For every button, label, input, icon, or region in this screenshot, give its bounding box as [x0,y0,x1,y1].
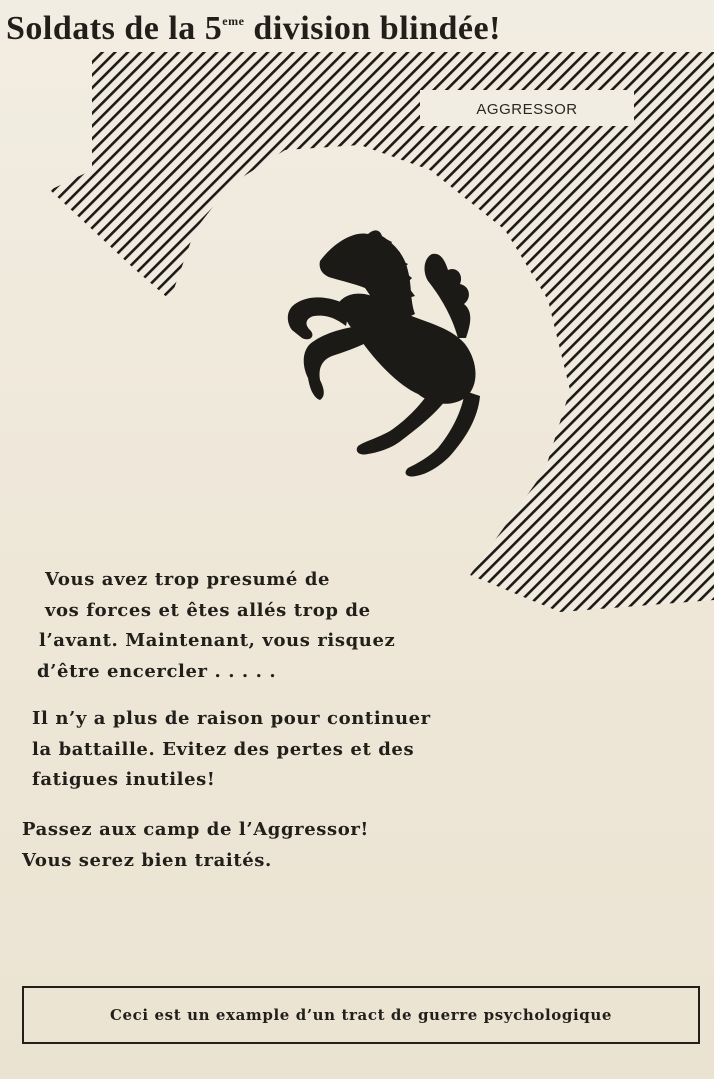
paragraph-line: Vous serez bien traités. [22,849,272,871]
paragraph-line: vos forces et êtes allés trop de [45,599,371,621]
paragraph-line: Il n’y a plus de raison pour continuer [32,708,431,729]
leaflet-title [6,10,708,48]
aggressor-label: AGGRESSOR [420,92,634,126]
title-text-rest: division blindée! [244,10,501,47]
paragraph-2 [32,704,431,796]
rearing-horse-icon [280,226,495,481]
footer-caption: Ceci est un example d’un tract de guerre psychologique [110,1006,612,1024]
paragraph-line: l’avant. Maintenant, vous risquez [39,630,396,651]
paragraph-line: fatigues inutiles! [32,769,216,790]
paragraph-3 [22,815,369,876]
paragraph-line: Passez aux camp de l’Aggressor! [22,819,369,840]
paragraph-line: la battaille. Evitez des pertes et des [32,738,415,760]
title-text: Soldats de la 5 [6,10,223,47]
footer-caption-box [22,986,700,1044]
title-superscript: eme [222,14,245,28]
paragraph-line: Vous avez trop presumé de [45,569,331,590]
paragraph-line: d’être encercler . . . . . [37,660,277,682]
paragraph-1 [37,565,396,687]
